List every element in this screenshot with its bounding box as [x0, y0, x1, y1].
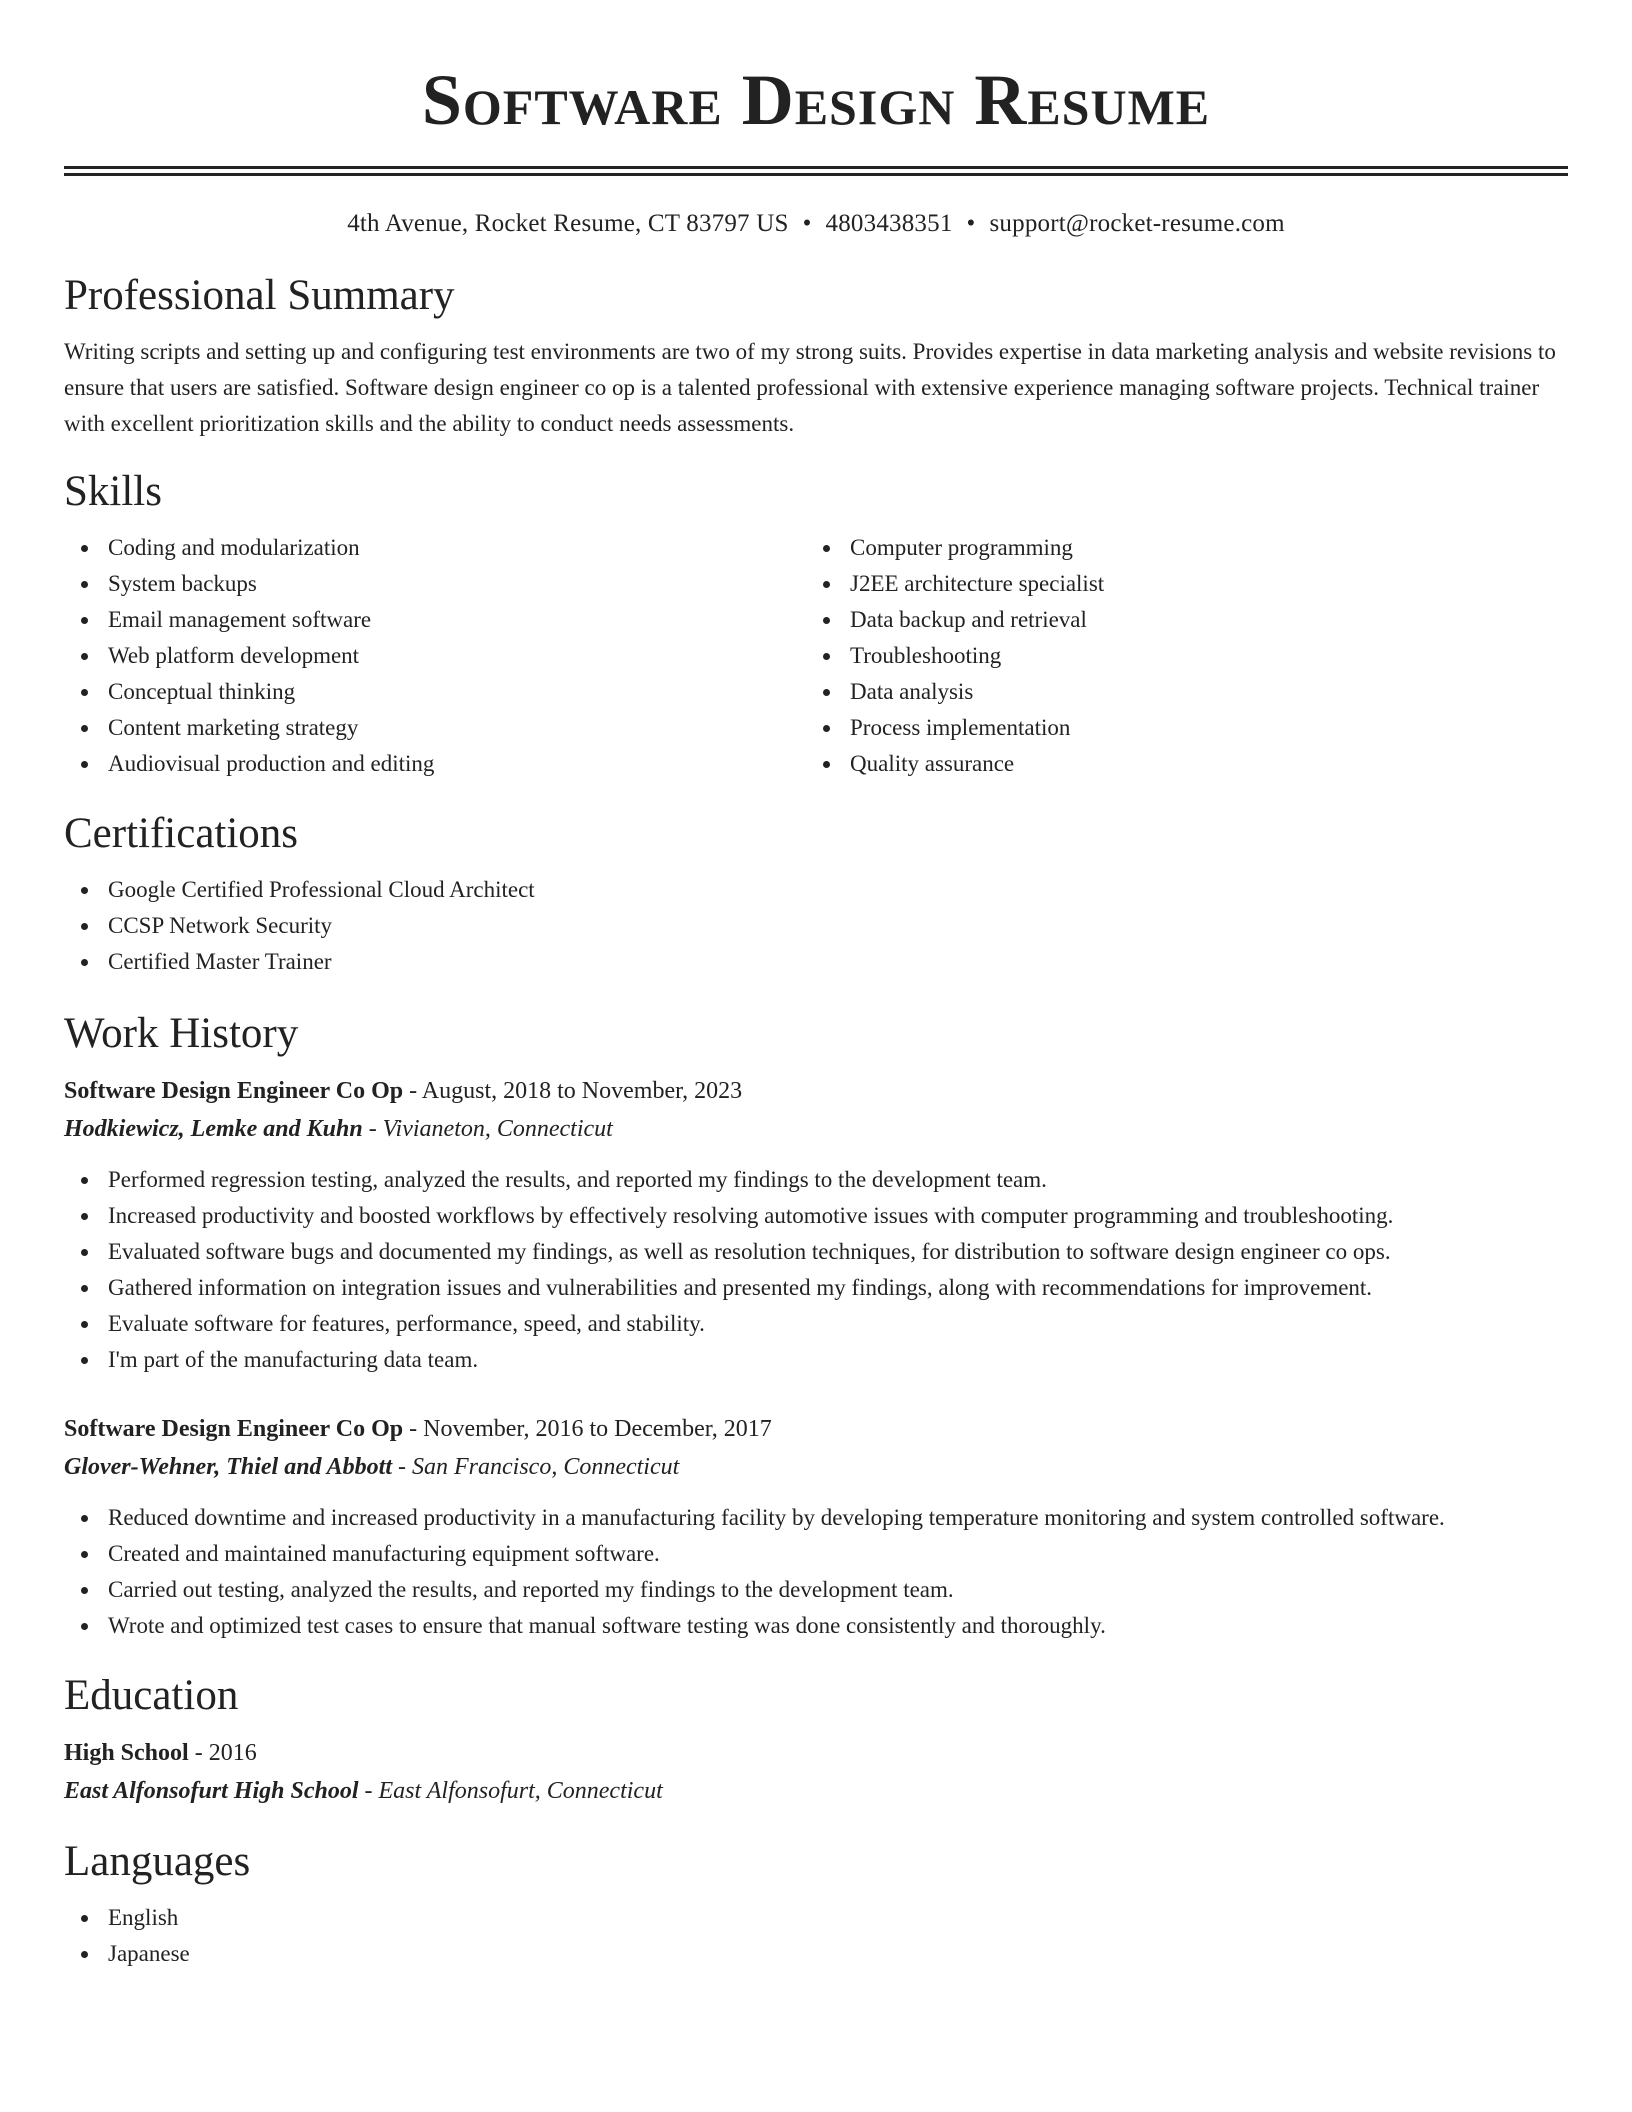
- job-company-line: [64, 1448, 1568, 1486]
- job-bullets: [64, 1500, 1568, 1644]
- skill-item: Computer programming: [806, 530, 1548, 566]
- job-company: Hodkiewicz, Lemke and Kuhn: [64, 1116, 363, 1142]
- job-bullet: Evaluate software for features, performance, speed, and stability.: [64, 1306, 1568, 1342]
- skill-item: Content marketing strategy: [64, 710, 806, 746]
- skills-left-list: [64, 530, 806, 782]
- summary-text: Writing scripts and setting up and configuring test environments are two of my strong suits. Provides expertise in data marketing analysis and website revisions to ensure that users are satisfied. Software design engineer co op is a talented professional with extensive experience managing software projects. Technical trainer with excellent prioritization skills and the ability to conduct needs assessments.: [64, 339, 1556, 436]
- job-location: - San Francisco, Connecticut: [392, 1454, 680, 1480]
- job-bullet: Created and maintained manufacturing equipment software.: [64, 1536, 1568, 1572]
- work-history-heading: Work History: [64, 1010, 299, 1057]
- skill-item: Process implementation: [806, 710, 1548, 746]
- job-title: Software Design Engineer Co Op: [64, 1078, 404, 1104]
- contact-separator: •: [966, 210, 976, 237]
- job-location: - Vivianeton, Connecticut: [362, 1116, 613, 1142]
- certification-item: Certified Master Trainer: [64, 944, 1568, 980]
- education-year: - 2016: [188, 1740, 257, 1766]
- language-item: Japanese: [64, 1936, 1568, 1972]
- contact-separator: •: [802, 210, 812, 237]
- job-bullets: [64, 1162, 1568, 1378]
- job-bullet: Reduced downtime and increased productivity in a manufacturing facility by developing temperature monitoring and system controlled software.: [64, 1500, 1568, 1536]
- job-bullet: Evaluated software bugs and documented my findings, as well as resolution techniques, for distribution to software design engineer co ops.: [64, 1234, 1568, 1270]
- skills-grid: [64, 530, 1568, 782]
- skills-section: [64, 466, 1568, 782]
- education-school-line: [64, 1772, 1568, 1810]
- skills-heading: Skills: [64, 468, 162, 515]
- skill-item: Web platform development: [64, 638, 806, 674]
- skill-item: Email management software: [64, 602, 806, 638]
- job-bullet: Wrote and optimized test cases to ensure that manual software testing was done consistently and thoroughly.: [64, 1608, 1568, 1644]
- job-bullet: I'm part of the manufacturing data team.: [64, 1342, 1568, 1378]
- certifications-section: [64, 808, 1568, 980]
- education-school: East Alfonsofurt High School: [64, 1778, 359, 1804]
- job-company: Glover-Wehner, Thiel and Abbott: [64, 1454, 393, 1480]
- languages-list: [64, 1900, 1568, 1972]
- job-bullet: Increased productivity and boosted workflows by effectively resolving automotive issues with computer programming and troubleshooting.: [64, 1198, 1568, 1234]
- job-bullet: Gathered information on integration issues and vulnerabilities and presented my findings, along with recommendations for improvement.: [64, 1270, 1568, 1306]
- skill-item: Data backup and retrieval: [806, 602, 1548, 638]
- resume-title: Software Design Resume: [421, 60, 1211, 140]
- job-entry: [64, 1410, 1568, 1644]
- job-title-line: [64, 1072, 1568, 1110]
- summary-heading: Professional Summary: [64, 272, 455, 319]
- job-bullet: Carried out testing, analyzed the results, and reported my findings to the development team.: [64, 1572, 1568, 1608]
- contact-phone: 4803438351: [825, 210, 953, 237]
- job-bullet: Performed regression testing, analyzed the results, and reported my findings to the development team.: [64, 1162, 1568, 1198]
- job-title: Software Design Engineer Co Op: [64, 1416, 404, 1442]
- skill-item: Quality assurance: [806, 746, 1548, 782]
- summary-section: [64, 270, 1568, 442]
- languages-heading: Languages: [64, 1838, 251, 1885]
- education-heading: Education: [64, 1672, 239, 1719]
- education-degree: High School: [64, 1740, 189, 1766]
- certification-item: CCSP Network Security: [64, 908, 1568, 944]
- skills-right-list: [806, 530, 1548, 782]
- skill-item: Audiovisual production and editing: [64, 746, 806, 782]
- work-history-section: [64, 1008, 1568, 1644]
- education-entry: [64, 1734, 1568, 1810]
- certification-item: Google Certified Professional Cloud Architect: [64, 872, 1568, 908]
- job-entry: [64, 1072, 1568, 1378]
- job-dates: - August, 2018 to November, 2023: [403, 1078, 743, 1104]
- certifications-heading: Certifications: [64, 810, 299, 857]
- languages-section: [64, 1836, 1568, 1972]
- job-title-line: [64, 1410, 1568, 1448]
- job-dates: - November, 2016 to December, 2017: [403, 1416, 772, 1442]
- contact-email: support@rocket-resume.com: [989, 210, 1285, 237]
- language-item: English: [64, 1900, 1568, 1936]
- skill-item: Coding and modularization: [64, 530, 806, 566]
- education-section: [64, 1670, 1568, 1810]
- skill-item: System backups: [64, 566, 806, 602]
- skill-item: Data analysis: [806, 674, 1548, 710]
- title-double-rule: [64, 166, 1568, 176]
- skill-item: Conceptual thinking: [64, 674, 806, 710]
- contact-address: 4th Avenue, Rocket Resume, CT 83797 US: [347, 210, 789, 237]
- contact-line: [64, 208, 1568, 240]
- resume-page: [64, 0, 1568, 1972]
- job-company-line: [64, 1110, 1568, 1148]
- skill-item: J2EE architecture specialist: [806, 566, 1548, 602]
- education-degree-line: [64, 1734, 1568, 1772]
- certifications-list: [64, 872, 1568, 980]
- education-location: - East Alfonsofurt, Connecticut: [358, 1778, 663, 1804]
- skill-item: Troubleshooting: [806, 638, 1548, 674]
